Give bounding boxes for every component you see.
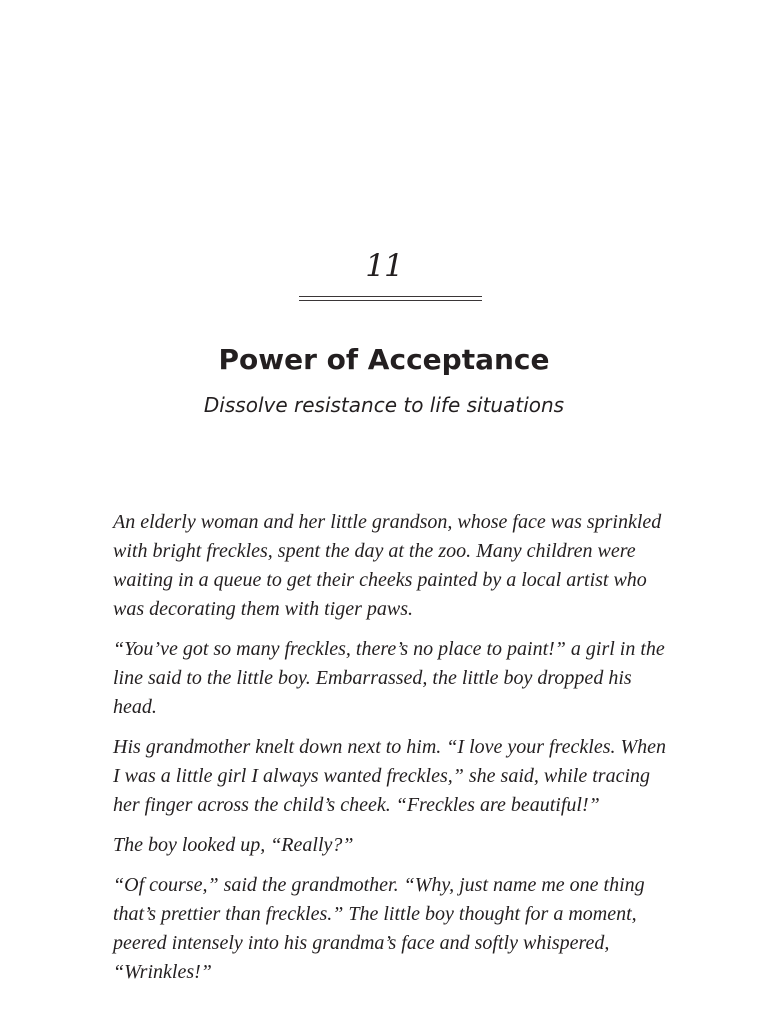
- chapter-divider: [299, 296, 482, 302]
- divider-line-top: [299, 296, 482, 297]
- paragraph: “You’ve got so many freckles, there’s no place to paint!” a girl in the line said to the little boy. Embarrassed, the little boy dropped his head.: [113, 638, 665, 718]
- paragraph: The boy looked up, “Really?”: [113, 834, 354, 856]
- chapter-subtitle: Dissolve resistance to life situations: [203, 393, 565, 417]
- body-text: [113, 508, 670, 998]
- paragraph: An elderly woman and her little grandson, whose face was sprinkled with bright freckles, spent the day at the zoo. Many children were waiting in a queue to get their cheeks painted by a local artist who was decorating them with tiger paws.: [113, 511, 662, 620]
- paragraph: “Of course,” said the grandmother. “Why, just name me one thing that’s prettier than freckles.” The little boy thought for a moment, peered intensely into his grandma’s face and softly whispered, “Wrinkles!”: [113, 874, 645, 983]
- chapter-number: 11: [365, 248, 403, 284]
- paragraph: His grandmother knelt down next to him. “I love your freckles. When I was a little girl I always wanted freckles,” she said, while tracing her finger across the child’s cheek. “Freckles are beautiful!”: [113, 736, 667, 816]
- chapter-title: Power of Acceptance: [218, 343, 550, 376]
- divider-line-bottom: [299, 300, 482, 301]
